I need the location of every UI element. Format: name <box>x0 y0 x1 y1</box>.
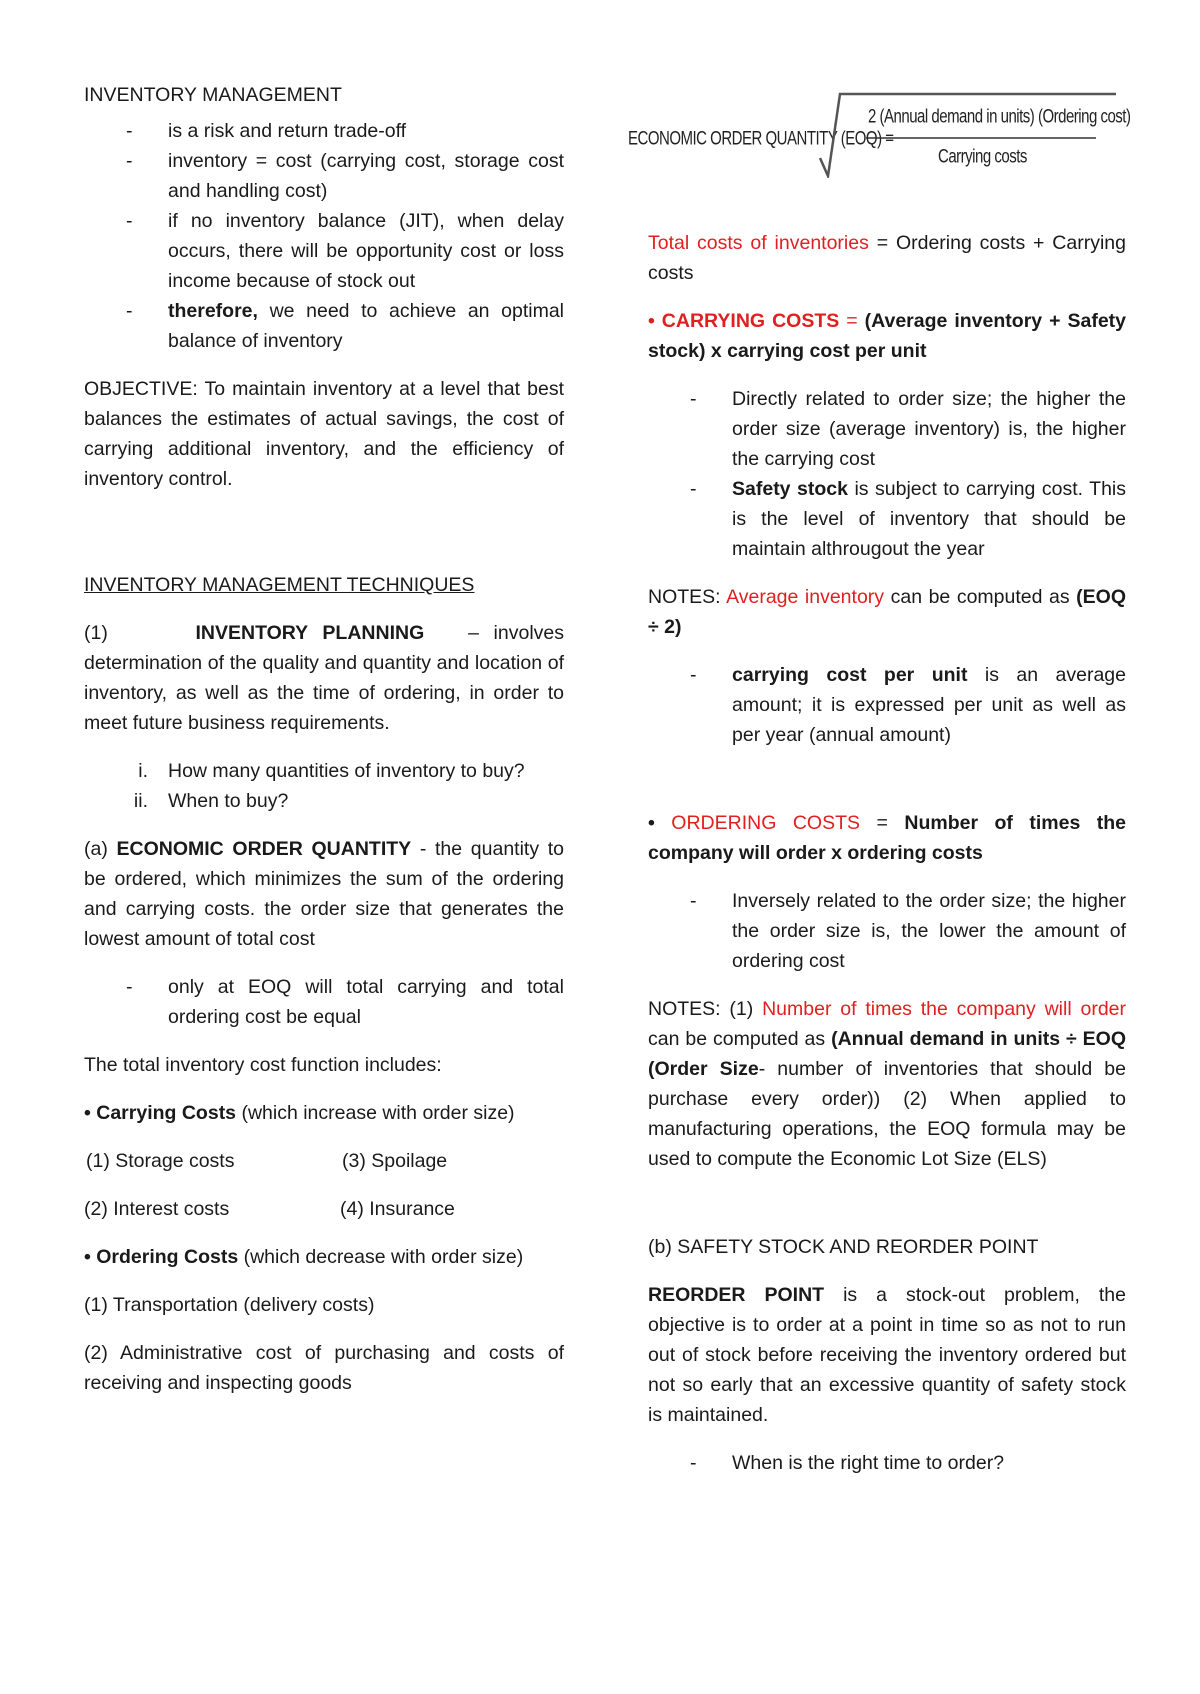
carrying-dash-list <box>648 384 1126 564</box>
carrying-item: (1) Storage costs <box>86 1150 235 1172</box>
formula-label: ECONOMIC ORDER QUANTITY (EOQ) = <box>628 127 894 150</box>
ordering-costs-definition: Number of times the company will order x ordering costs <box>648 812 1127 864</box>
carrying-costs-definition: (Average inventory + Safety stock) x carrying cost per unit <box>648 310 1127 362</box>
list-item-text <box>732 660 1126 750</box>
list-item <box>84 972 564 1032</box>
eoq-paragraph <box>84 834 564 954</box>
list-item-text <box>732 474 1126 564</box>
list-item-text: When is the right time to order? <box>732 1452 1005 1474</box>
notes-text: can be computed as <box>890 586 1070 608</box>
list-item <box>84 116 564 146</box>
list-item <box>648 384 1126 474</box>
ordering-costs-title: • Ordering Costs <box>84 1246 239 1268</box>
carrying-items-row-1 <box>84 1146 564 1176</box>
bold-text: carrying cost per unit <box>732 664 968 686</box>
equals-sign: = <box>876 812 888 834</box>
dash-marker: - <box>126 150 133 172</box>
intro-list <box>84 116 564 356</box>
bold-text: therefore, <box>168 300 258 322</box>
dash-marker: - <box>690 478 697 500</box>
ordering-costs-label: ORDERING COSTS <box>671 812 861 834</box>
ordering-item: (1) Transportation (delivery costs) <box>84 1294 375 1316</box>
bold-text: Safety stock <box>732 478 848 500</box>
carrying-costs-note: (which increase with order size) <box>241 1102 515 1124</box>
roman-list <box>84 756 564 816</box>
dash-marker: - <box>126 210 133 232</box>
dash-marker: - <box>690 388 697 410</box>
list-item <box>84 756 564 786</box>
bullet: • <box>648 812 655 834</box>
eoq-number: (a) <box>84 838 108 860</box>
list-item-text-rest: we need to achieve an optimal balance of inventory <box>168 300 565 352</box>
dash-marker: - <box>690 664 697 686</box>
left-column <box>84 80 564 1398</box>
notes-ordering <box>648 994 1126 1174</box>
average-inventory-label: Average inventory <box>726 586 885 608</box>
carrying-item: (2) Interest costs <box>84 1198 230 1220</box>
ordering-item: (2) Administrative cost of purchasing and costs of receiving and inspecting goods <box>84 1342 564 1394</box>
carrying-costs-bullet <box>84 1098 564 1128</box>
planning-title: INVENTORY PLANNING <box>195 622 425 644</box>
carrying-costs-title: • Carrying Costs <box>84 1102 237 1124</box>
ordering-costs-bullet <box>84 1242 564 1272</box>
section-number: (b) <box>648 1236 672 1258</box>
list-item <box>648 1448 1126 1478</box>
list-item-text: is a risk and return trade-off <box>168 120 407 142</box>
ordering-costs-note: (which decrease with order size) <box>243 1246 524 1268</box>
carrying-items-row-2 <box>84 1194 564 1224</box>
dash-marker: - <box>126 300 133 322</box>
eoq-dash-list <box>84 972 564 1032</box>
objective-paragraph <box>84 374 564 494</box>
carrying-costs-label: • CARRYING COSTS <box>648 310 840 332</box>
dash-marker: - <box>126 976 133 998</box>
carrying-item: (4) Insurance <box>340 1198 455 1220</box>
dash-marker: - <box>690 1452 697 1474</box>
list-item-text: How many quantities of inventory to buy? <box>168 760 525 782</box>
list-item <box>84 786 564 816</box>
objective-label: OBJECTIVE: <box>84 378 198 400</box>
reorder-point-paragraph <box>648 1280 1126 1430</box>
carrying-costs-formula <box>648 306 1126 366</box>
ordering-dash-list <box>648 886 1126 976</box>
eoq-formula <box>628 80 1131 180</box>
list-item-text: Directly related to order size; the higher the order size (average inventory) is, the higher the carrying cost <box>732 388 1126 470</box>
formula-numerator: 2 (Annual demand in units) (Ordering cost) <box>868 105 1131 128</box>
total-costs-text: = Ordering costs + Carrying costs <box>648 232 1126 284</box>
notes-label: NOTES: (1) <box>648 998 754 1020</box>
dash-marker: - <box>126 120 133 142</box>
right-column <box>628 80 1131 1496</box>
notes1-dash-list <box>648 660 1126 750</box>
notes-formula: (Annual demand in units ÷ EOQ (Order Size <box>648 1028 1126 1080</box>
list-item <box>84 296 564 356</box>
reorder-point-label: REORDER POINT <box>648 1284 825 1306</box>
average-inventory-formula: (EOQ ÷ 2) <box>648 586 1127 638</box>
roman-number: i. <box>138 760 148 782</box>
list-item <box>648 474 1126 564</box>
total-costs-paragraph <box>648 228 1126 288</box>
techniques-heading: INVENTORY MANAGEMENT TECHNIQUES <box>84 574 475 596</box>
carrying-item: (3) Spoilage <box>342 1150 448 1172</box>
list-item-text: only at EOQ will total carrying and total ordering cost be equal <box>168 976 564 1028</box>
list-item <box>84 146 564 206</box>
reorder-point-text: is a stock-out problem, the objective is to order at a point in time so as not to run out of stock before receiving the inventory ordered but not so early that an excessive quantity of safety stock is maintained. <box>648 1284 1126 1426</box>
list-item <box>648 660 1126 750</box>
notes-text-rest: - number of inventories that should be purchase every order)) (2) When applied to manufacturing operations, the EOQ formula may be used to compute the Economic Lot Size (ELS) <box>648 1058 1126 1170</box>
list-item-text-rest: is subject to carrying cost. This is the level of inventory that should be maintain althrougout the year <box>732 478 1126 560</box>
eoq-title: ECONOMIC ORDER QUANTITY <box>116 838 412 860</box>
total-costs-label: Total costs of inventories <box>648 232 869 254</box>
notes-average-inventory <box>648 582 1126 642</box>
reorder-dash-list <box>648 1448 1126 1478</box>
list-item-text-rest: is an average amount; it is expressed per unit as well as per year (annual amount) <box>732 664 1126 746</box>
page-title: INVENTORY MANAGEMENT <box>84 84 342 106</box>
list-item-text: inventory = cost (carrying cost, storage cost and handling cost) <box>168 150 564 202</box>
safety-stock-heading <box>648 1232 1126 1262</box>
formula-denominator: Carrying costs <box>938 145 1027 168</box>
list-item-text: Inversely related to the order size; the higher the order size is, the lower the amount of ordering cost <box>732 890 1126 972</box>
notes-label: NOTES: <box>648 586 721 608</box>
eoq-text: - the quantity to be ordered, which minimizes the sum of the ordering and carrying costs. the order size that generates the lowest amount of total cost <box>84 838 565 950</box>
planning-paragraph <box>84 618 564 738</box>
ordering-costs-formula <box>648 808 1126 868</box>
section-title: SAFETY STOCK AND REORDER POINT <box>677 1236 1039 1258</box>
function-text: The total inventory cost function includes: <box>84 1054 442 1076</box>
objective-text: To maintain inventory at a level that best balances the estimates of actual savings, the cost of carrying additional inventory, and the efficiency of inventory control. <box>84 378 564 490</box>
list-item <box>648 886 1126 976</box>
equals-sign: = <box>846 310 858 332</box>
list-item-text: When to buy? <box>168 790 289 812</box>
list-item-text: if no inventory balance (JIT), when delay occurs, there will be opportunity cost or loss income because of stock out <box>168 210 564 292</box>
dash-marker: - <box>690 890 697 912</box>
list-item <box>84 206 564 296</box>
number-of-times-label: Number of times the company will order <box>762 998 1127 1020</box>
planning-text: – involves determination of the quality and quantity and location of inventory, as well as the time of ordering, in order to meet future business requirements. <box>84 622 564 734</box>
list-item-text <box>168 296 564 356</box>
notes-text: can be computed as <box>648 1028 826 1050</box>
roman-number: ii. <box>133 790 148 812</box>
planning-number: (1) <box>84 622 108 644</box>
